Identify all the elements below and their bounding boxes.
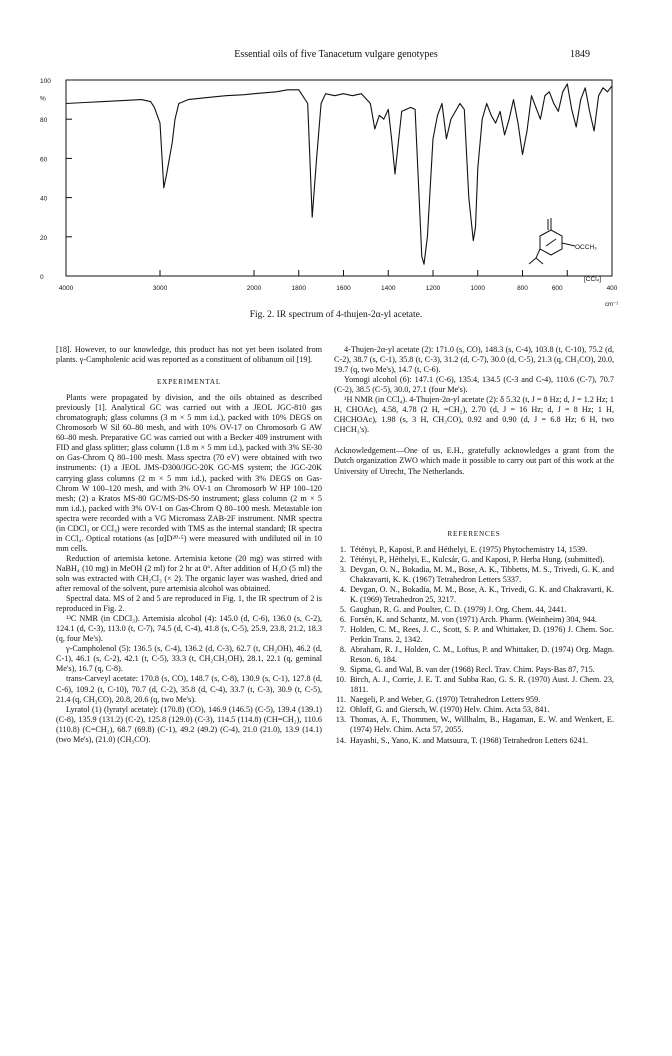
reference-number: 11.	[336, 695, 346, 705]
reference-number: 5.	[339, 604, 346, 614]
spectral-data-paragraph: Spectral data. MS of 2 and 5 are reproduced in Fig. 1, the IR spectrum of 2 is reproduced in Fig. 2.	[56, 594, 322, 614]
x-tick-label: 1000	[470, 285, 485, 292]
ir-spectrum-chart	[0, 68, 672, 308]
reference-text: Holden, C. M., Rees, J. C., Scott, S. P. and Whittaker, D. (1976) J. Chem. Soc. Perkin Trans. 2, 1342.	[350, 624, 614, 645]
right-column	[334, 345, 614, 746]
y-tick-label: 20	[40, 234, 48, 242]
y-tick-label: 100	[40, 78, 51, 85]
reference-text: Devgan, O. N., Bokadia, M. M., Bose, A. K., Tibbetts, M. S., Trivedi, G. K. and Chakravarti, K. K. (1967) Tetrahedron Letters 5337.	[350, 564, 614, 584]
reference-text: Hayashi, S., Yano, K. and Matsuura, T. (1968) Tetrahedron Letters 6241.	[350, 735, 588, 745]
x-tick-label: 1200	[425, 285, 441, 292]
reference-text: Birch, A. J., Corrie, J. E. T. and Subba Rao, G. S. R. (1970) Aust. J. Chem. 23, 1811.	[350, 675, 614, 695]
reference-text: Tétényi, P., Héthelyi, E., Kulcsár, G. and Kaposi, P. Herba Hung. (submitted).	[350, 554, 605, 564]
reference-item	[334, 565, 614, 585]
reference-item	[334, 545, 614, 555]
reference-item	[334, 715, 614, 735]
reference-item	[334, 625, 614, 645]
reference-number: 9.	[339, 665, 346, 675]
solvent-label: [CCl₄]	[584, 276, 602, 283]
reference-number: 13.	[335, 715, 346, 725]
reference-number: 7.	[339, 624, 346, 634]
lyratol-paragraph: Lyratol (1) (lyratyl acetate): (170.8) (CO), 146.9 (146.5) (C-5), 139.4 (139.1) (C-8), 135.9 (131.2) (C-2), 125.8 (129.0) (C-3), 114.5 (114.8) (CH=CH₂), 110.6 (110.8) (C=CH₂), 68.7 (69.8) (C-1), 49.2 (49.2) (C-4), 21.0 (21.0), 13.9 (14.1) (two Me's), (21.0) (CH₃CO).	[56, 704, 322, 744]
reference-item	[334, 705, 614, 715]
y-tick-label: 0	[40, 274, 44, 281]
y-tick-label: %	[40, 95, 46, 103]
reference-text: Tétényi, P., Kaposi, P. and Héthelyi, E. (1975) Phytochemistry 14, 1539.	[350, 544, 588, 554]
y-tick-label: 60	[40, 156, 48, 164]
reference-number: 1.	[339, 544, 346, 554]
methods-paragraph: Plants were propagated by division, and the oils obtained as described previously [1]. Analytical GC was carried out with a JEOL JGC-810 gas chromatograph; glass columns (3 m × 5 mm i.d.), packed with 10% DEGS on Chromosorb W Sil 60–80 mesh, and with 10% OV-17 on Chromosorb G AW 60–80 mesh. Preparative GC was carried out with a Becker 409 instrument with FID and glass splitter; glass column (1.8 m × 5 mm i.d.), packed with 3% SE-30 on Gas-Chrom Q 80–100 mesh. Mass spectra (70 eV) were obtained with two instruments: (1) a JEOL JMS-D300/JGC-20K GC-MS system; the JGC-20K carrying glass columns (2 m × 5 mm i.d.), packed with 3% DEGS on Gas-Chrom W 100–120 mesh, and with 3% OV-1 on Chromosorb W HP 100–120 mesh; (2) a Kratos MS-80 GC/MS-DS-50 instrument; glass column (2 m × 5 mm i.d.), packed with 3% OV-1 on Gas-Chrom Q 80–100 mesh. Metastable ion spectra were recorded with a VG Micromass ZAB-2F instrument. NMR spectra (in CDCl₃ or CCl₄) were recorded with TMS as the internal standard; IR spectra in CCl₄. Optical rotations (as [α]D²⁰·⁵) were measured with undiluted oil in 10 mm cells.	[56, 393, 322, 553]
yomogi-alcohol-paragraph: Yomogi alcohol (6): 147.1 (C-6), 135.4, 134.5 (C-3 and C-4), 110.6 (C-7), 70.7 (C-2), 38.5 (C-5), 30.0, 27.1 (four Me's).	[334, 375, 614, 395]
reduction-paragraph: Reduction of artemisia ketone. Artemisia ketone (20 mg) was stirred with NaBH₄ (10 mg) in MeOH (2 ml) for 2 hr at 0°. After addition of H₂O (5 ml) the soln was extracted with CH₂Cl₂ (× 2). The organic layer was washed, dried and after removal of the solvent, pure artemisia alcohol was obtained.	[56, 553, 322, 594]
h1-nmr-paragraph: ¹H NMR (in CCl₄). 4-Thujen-2α-yl acetate (2): δ 5.32 (t, J = 8 Hz; d, J = 1.2 Hz; 1 H, CHOAc), 4.58, 4.78 (2 H, =CH₂), 2.70 (d, J = 16 Hz; d, J = 8 Hz; 1 H, CHCHOAc), 1.98 (s, 3 H, CH₃CO), 0.92 and 0.90 (d, J = 6.8 Hz; 6 H, two CHCH₃'s).	[334, 395, 614, 435]
reference-item	[334, 555, 614, 565]
x-tick-label: 2000	[246, 285, 262, 292]
reference-text: Devgan, O. N., Bokadia, M. M., Bose, A. K., Trivedi, G. K. and Chakravarti, K. K. (1969) Tetrahedron 25, 3217.	[350, 584, 614, 604]
reference-item	[334, 585, 614, 605]
c13-nmr-paragraph: ¹³C NMR (in CDCl₃). Artemisia alcohol (4): 145.0 (d, C-6), 136.0 (s, C-2), 124.1 (d, C-3), 113.0 (t, C-7), 74.5 (d, C-4), 41.8 (s, C-5), 25.9, 23.8, 21.2, 18.3 (q, four Me's).	[56, 614, 322, 644]
reference-text: Naegeli, P. and Weber, G. (1970) Tetrahedron Letters 959.	[350, 695, 541, 705]
reference-number: 6.	[339, 614, 346, 624]
thujenyl-acetate-paragraph: 4-Thujen-2α-yl acetate (2): 171.0 (s, CO), 148.3 (s, C-4), 103.8 (t, C-10), 75.2 (d, C-2), 38.7 (s, C-1), 35.8 (t, C-3), 31.2 (d, C-7), 30.0 (d, C-5), 21.3 (q, CH₃CO), 20.0, 19.7 (q, two Me's), 14.7 (t, C-6).	[334, 345, 614, 375]
reference-item	[334, 615, 614, 625]
reference-text: Abraham, R. J., Holden, C. M., Loftus, P. and Whittaker, D. (1974) Org. Magn. Reson. 6, 184.	[350, 645, 614, 665]
x-tick-label: 1400	[381, 285, 396, 292]
left-column	[56, 345, 322, 745]
figure-caption: Fig. 2. IR spectrum of 4-thujen-2α-yl acetate.	[249, 310, 423, 320]
reference-number: 10.	[335, 675, 346, 685]
running-header-title: Essential oils of five Tanacetum vulgare genotypes	[234, 49, 438, 60]
reference-item	[334, 736, 614, 746]
page-number: 1849	[570, 49, 590, 60]
reference-text: Forsén, K. and Schantz, M. von (1971) Arch. Pharm. (Weinheim) 304, 944.	[350, 614, 597, 624]
reference-item	[334, 645, 614, 665]
x-axis-ticks	[59, 270, 618, 292]
x-tick-label: 800	[517, 285, 528, 292]
reference-text: Thomas, A. F., Thommen, W., Willhalm, B., Hagaman, E. W. and Wenkert, E. (1974) Helv. Chim. Acta 57, 2055.	[350, 715, 614, 735]
x-tick-label: 600	[551, 285, 563, 292]
reference-text: Ohloff, G. and Giersch, W. (1970) Helv. Chim. Acta 53, 841.	[350, 705, 550, 715]
carveyl-acetate-paragraph: trans-Carveyl acetate: 170.8 (s, CO), 148.7 (s, C-8), 130.9 (s, C-1), 127.8 (d, C-6), 109.2 (t, C-10), 70.7 (d, C-2), 35.8 (d, C-4), 33.7 (t, C-3), 30.9 (t, C-5), 21.4 (q, CH₃CO), 20.8, 20.6 (q, two Me's).	[56, 674, 322, 704]
reference-item	[334, 695, 614, 705]
x-tick-label: 400	[606, 285, 618, 292]
reference-text: Gaughan, R. G. and Poulter, C. D. (1979) J. Org. Chem. 44, 2441.	[350, 604, 567, 614]
molecule-structure	[529, 218, 575, 264]
campholenol-paragraph: γ-Campholenol (5): 136.5 (s, C-4), 136.2 (d, C-3), 62.7 (t, CH₂OH), 46.2 (d, C-1), 46.1 (s, C-2), 42.1 (t, C-5), 33.3 (t, CH₂CH₂OH), 28.1, 22.1 (q, geminal Me's), 16.7 (q, C-8).	[56, 644, 322, 674]
section-heading-experimental: EXPERIMENTAL	[156, 378, 222, 387]
reference-text: Sipma, G. and Wal, B. van der (1968) Recl. Trav. Chim. Pays-Bas 87, 715.	[350, 665, 595, 675]
intro-paragraph: [18]. However, to our knowledge, this product has not yet been isolated from plants. γ-Campholenic acid was reported as a constituent of olibanum oil [19].	[56, 345, 322, 365]
reference-number: 12.	[335, 705, 346, 715]
x-tick-label: 3000	[152, 285, 168, 292]
reference-item	[334, 675, 614, 695]
y-tick-label: 80	[40, 117, 48, 125]
reference-number: 2.	[339, 554, 346, 564]
spectrum-line	[66, 84, 612, 264]
reference-number: 8.	[339, 645, 346, 655]
structure-label: OCCH₃	[575, 244, 597, 251]
y-tick-label: 40	[40, 195, 48, 203]
x-axis-unit: cm⁻¹	[605, 302, 619, 308]
y-axis-ticks	[40, 78, 72, 281]
acknowledgement: Acknowledgement—One of us, E.H., gratefully acknowledges a grant from the Dutch organization ZWO which made it possible to carry out part of this work at the University of Utrecht, The Netherlands.	[334, 446, 614, 476]
reference-number: 14.	[335, 735, 346, 745]
reference-item	[334, 665, 614, 675]
reference-number: 3.	[339, 564, 346, 574]
reference-item	[334, 605, 614, 615]
reference-list	[334, 545, 614, 746]
references-heading: REFERENCES	[447, 529, 501, 538]
x-tick-label: 4000	[58, 285, 74, 292]
x-tick-label: 1600	[336, 285, 351, 292]
reference-number: 4.	[339, 584, 346, 594]
x-tick-label: 1800	[291, 285, 306, 292]
